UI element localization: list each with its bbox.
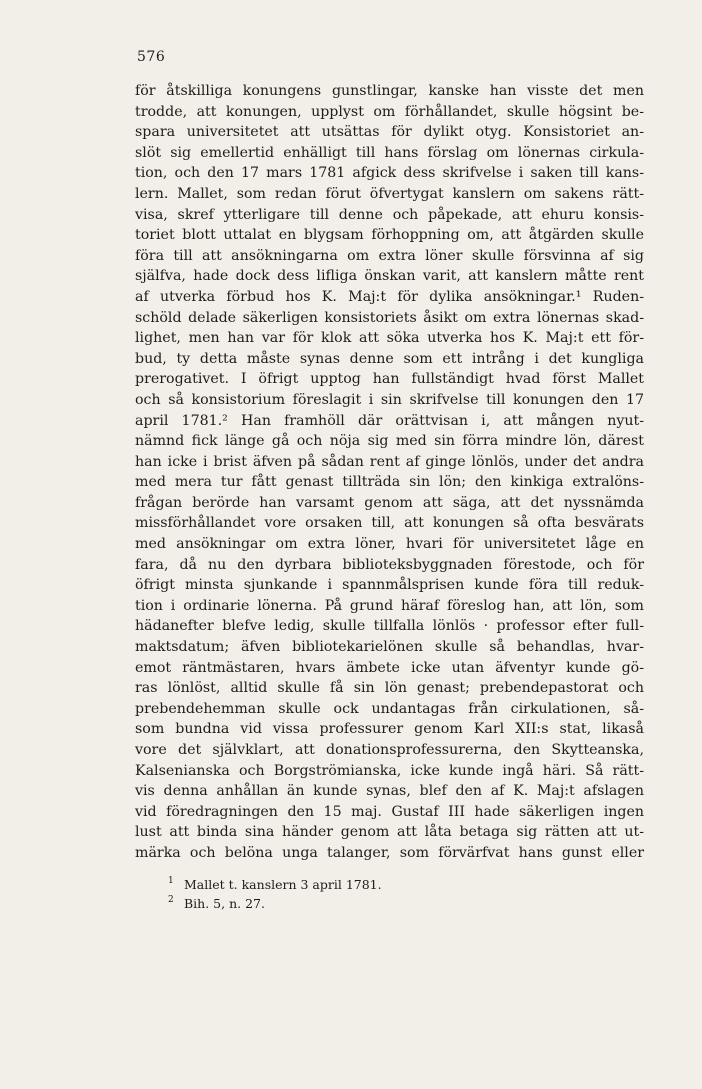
footnote-mark: 2: [168, 895, 174, 905]
text-line: trodde, att konungen, upplyst om förhållandet, skulle högsint be-: [135, 103, 644, 120]
text-line: lust att binda sina händer genom att låta betaga sig rätten att ut-: [135, 824, 644, 841]
text-line: af utverka förbud hos K. Maj:t för dylika ansökningar.¹ Ruden-: [135, 288, 644, 305]
text-line: hädanefter blefve ledig, skulle tillfalla lönlös · professor efter full-: [135, 618, 644, 635]
text-line: föra till att ansökningarna om extra löner skulle försvinna af sig: [135, 247, 644, 264]
text-line: fara, då nu den dyrbara biblioteksbyggnaden förestode, och för: [135, 556, 644, 573]
text-line: prebendehemman skulle ock undantagas från cirkulationen, så-: [135, 700, 644, 717]
text-line: april 1781.² Han framhöll där orättvisan i, att mången nyut-: [135, 412, 644, 429]
page-number: 576: [137, 49, 166, 65]
footnote-text: Mallet t. kanslern 3 april 1781.: [184, 877, 382, 892]
text-line: som bundna vid vissa professurer genom Karl XII:s stat, likaså: [135, 721, 644, 738]
footnote-text: Bih. 5, n. 27.: [184, 896, 265, 911]
footnote: [168, 875, 568, 894]
text-line: emot räntmästaren, hvars ämbete icke utan äfventyr kunde gö-: [135, 659, 644, 676]
text-line: med ansökningar om extra löner, hvari för universitetet låge en: [135, 536, 644, 553]
text-line: för åtskilliga konungens gunstlingar, kanske han visste det men: [135, 83, 644, 99]
text-line: spara universitetet att utsättas för dylikt otyg. Konsistoriet an-: [135, 124, 644, 141]
text-line: slöt sig emellertid enhälligt till hans förslag om lönernas cirkula-: [135, 144, 644, 161]
text-line: vore det självklart, att donationsprofessurerna, den Skytteanska,: [135, 742, 644, 758]
text-line: maktsdatum; äfven bibliotekarielönen skulle så behandlas, hvar-: [135, 639, 644, 656]
text-line: lighet, men han var för klok att söka utverka hos K. Maj:t ett för-: [135, 330, 644, 347]
text-line: Kalsenianska och Borgströmianska, icke kunde ingå häri. Så rätt-: [135, 762, 644, 779]
text-line: han icke i brist äfven på sådan rent af ginge lönlös, under det andra: [135, 453, 644, 470]
text-line: märka och belöna unga talanger, som förvärfvat hans gunst eller: [135, 844, 644, 861]
text-line: nämnd fick länge gå och nöja sig med sin förra mindre lön, därest: [135, 433, 644, 450]
text-line: med mera tur fått genast tillträda sin lön; den kinkiga extralöns-: [135, 474, 644, 491]
text-line: tion i ordinarie lönerna. På grund häraf föreslog han, att lön, som: [135, 597, 644, 614]
text-line: ras lönlöst, alltid skulle få sin lön genast; prebendepastorat och: [135, 680, 644, 697]
footnotes: [168, 875, 568, 913]
text-line: schöld delade säkerligen konsistoriets åsikt om extra lönernas skad-: [135, 309, 644, 326]
text-line: och så konsistorium föreslagit i sin skrifvelse till konungen den 17: [135, 391, 644, 408]
text-line: bud, ty detta måste synas denne som ett intrång i det kungliga: [135, 350, 644, 367]
body-text: [135, 81, 644, 864]
text-line: vis denna anhållan än kunde synas, blef den af K. Maj:t afslagen: [135, 783, 644, 800]
text-line: vid föredragningen den 15 maj. Gustaf III hade säkerligen ingen: [135, 803, 644, 820]
text-line: själfva, hade dock dess lifliga önskan varit, att kanslern måtte rent: [135, 268, 644, 285]
text-line: missförhållandet vore orsaken till, att konungen så ofta besvärats: [135, 515, 644, 532]
footnote-mark: 1: [168, 876, 174, 886]
text-line: toriet blott uttalat en blygsam förhoppning om, att åtgärden skulle: [135, 227, 644, 244]
text-line: öfrigt minsta sjunkande i spannmålsprisen kunde föra till reduk-: [135, 577, 644, 594]
text-line: tion, och den 17 mars 1781 afgick dess skrifvelse i saken till kans-: [135, 165, 644, 182]
footnote: [168, 894, 568, 913]
text-line: prerogativet. I öfrigt upptog han fullständigt hvad först Mallet: [135, 371, 644, 388]
text-line: lern. Mallet, som redan förut öfvertygat kanslern om sakens rätt-: [135, 185, 644, 202]
text-line: visa, skref ytterligare till denne och påpekade, att ehuru konsis-: [135, 206, 644, 223]
text-line: frågan berörde han varsamt genom att säga, att det nyssnämda: [135, 494, 644, 511]
